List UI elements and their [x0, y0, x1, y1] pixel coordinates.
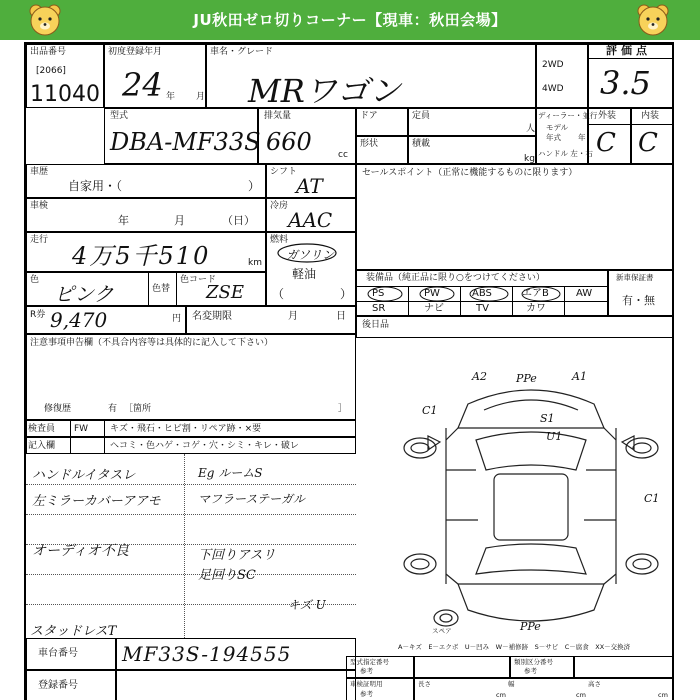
class-code-label: 類別区分番号	[514, 658, 553, 666]
lot-number: 11040	[30, 82, 100, 107]
type-approval-value-box	[414, 656, 510, 678]
color-value: ピンク	[54, 282, 114, 306]
displacement-label: 排気量	[264, 111, 292, 121]
recycle-label: R券	[30, 310, 46, 320]
chassis-value: MF33S-194555	[122, 642, 292, 666]
equip-pw: PW	[424, 288, 440, 299]
rating-label: 評価点	[606, 44, 651, 57]
dealer-line2: モデル	[546, 123, 569, 132]
history-paren: ）	[248, 179, 261, 193]
mark-u1: U1	[546, 430, 563, 443]
first-reg-label: 初度登録年月	[108, 47, 163, 57]
shift-label: シフト	[270, 167, 298, 177]
mileage-label: 走行	[30, 235, 49, 245]
displacement-unit: cc	[338, 150, 348, 160]
door-label: ドア	[360, 111, 378, 121]
first-reg-unit-month: 月	[196, 92, 206, 102]
inspection-year: 年	[118, 214, 129, 227]
name-value: MRワゴン	[248, 72, 401, 110]
ac-label: 冷房	[270, 201, 289, 211]
car-damage-diagram	[398, 370, 664, 630]
equip-sr: SR	[372, 303, 386, 314]
type-approval-label: 型式指定番号	[350, 658, 389, 666]
history-box	[26, 164, 266, 198]
cert-label: 車検証明用	[350, 680, 383, 688]
notes-label: 注意事項申告欄（不具合内容等は具体的に記入して下さい）	[30, 338, 274, 348]
remark-right-1: Eg ルームS	[198, 466, 263, 480]
class-code-sub: 参考	[524, 667, 537, 675]
load-label: 積載	[412, 139, 431, 149]
spare-label: スペア	[432, 627, 452, 635]
rear-items-box	[356, 316, 674, 338]
name-label: 車名・グレード	[210, 47, 274, 57]
first-reg-unit-year: 年	[166, 92, 176, 102]
repair-value: 有	[108, 404, 118, 414]
equip-ps: PS	[372, 288, 385, 299]
equipment-circles	[358, 286, 608, 302]
drive-box	[536, 44, 588, 108]
name-limit-month: 月	[288, 311, 298, 322]
sales-point-label: セールスポイント（正常に機能するものに限ります）	[362, 168, 578, 178]
type-approval-sub: 参考	[360, 667, 373, 675]
remark-right-3: 下回りアスリ	[198, 548, 276, 563]
cert-len: 長さ	[418, 680, 431, 688]
color-label: 色	[30, 275, 40, 285]
mark-c1-left: C1	[422, 404, 438, 417]
equip-navi: ナビ	[424, 303, 444, 314]
equipment-label: 装備品（純正品に限り○をつけてください）	[366, 273, 545, 283]
recorder-label: 記入欄	[28, 441, 56, 451]
rating-score: 3.5	[600, 64, 651, 102]
remark-right-5: キズ U	[288, 598, 326, 612]
capacity-unit: 人	[526, 124, 536, 134]
dealer-line3: 年式	[546, 133, 561, 142]
fuel-value: ガソリン	[286, 248, 335, 262]
remark-right-4: 足回りSC	[198, 568, 256, 583]
dealer-line1: ディーラー・並行	[538, 111, 598, 120]
recycle-value: 9,470	[50, 308, 108, 332]
equip-aw: AW	[576, 288, 593, 299]
fuel-alt: 軽油	[292, 267, 317, 281]
inspector-label: 検査員	[28, 424, 56, 434]
color-code: ZSE	[206, 282, 244, 303]
remark-left-4: スタッドレスT	[30, 624, 117, 639]
name-limit-day: 日	[336, 311, 346, 322]
cert-dims-box	[414, 678, 674, 700]
registration-value-box	[116, 670, 356, 700]
lot-sub: [2066]	[36, 66, 66, 76]
warranty-value: 有・無	[622, 294, 655, 307]
fuel-label: 燃料	[270, 235, 289, 245]
mark-c1-right: C1	[644, 492, 660, 505]
drive-4wd: 4WD	[542, 84, 564, 94]
mark-ppe-rear: PPe	[520, 620, 541, 633]
shift-value: AT	[296, 174, 323, 198]
mileage-unit: km	[248, 258, 262, 268]
history-value: 自家用・（	[68, 179, 123, 193]
int-grade: C	[638, 128, 658, 158]
mileage-value: 4万5千510	[72, 242, 211, 270]
auction-sheet	[24, 42, 674, 700]
equip-leather: カワ	[526, 303, 546, 314]
repair-label: 修復歴	[44, 404, 72, 414]
class-code-value-box	[574, 656, 674, 678]
ext-grade: C	[596, 128, 616, 158]
int-label: 内装	[641, 111, 660, 121]
dealer-handle: ハンドル 左・右	[538, 149, 593, 158]
remark-left-2: 左ミラーカバーアアモ	[32, 494, 161, 509]
repair-bracket: ［箇所	[124, 404, 152, 414]
model-label: 型式	[110, 111, 129, 121]
history-label: 車歴	[30, 167, 49, 177]
damage-legend: A－キズ E－エクボ U－凹み W－補修跡 S－サビ C－腐食 XX－交換済	[398, 643, 631, 651]
equip-tv: TV	[476, 303, 489, 314]
warranty-label: 新車保証書	[616, 273, 654, 282]
rear-items-label: 後日品	[362, 320, 390, 330]
mark-s1: S1	[540, 412, 555, 425]
capacity-label: 定員	[412, 111, 431, 121]
ext-label: 外装	[598, 111, 617, 121]
mark-ppe-front: PPe	[516, 372, 537, 385]
inspection-month: 月	[174, 214, 185, 227]
cert-unit-3: cm	[658, 691, 668, 699]
inspection-day: （日）	[222, 214, 255, 227]
drive-2wd: 2WD	[542, 60, 564, 70]
color-code-label: 色コード	[180, 275, 217, 285]
inspector-items: キズ・飛石・ヒビ割・リペア跡・×要	[110, 424, 262, 434]
first-reg-year: 24	[122, 66, 163, 104]
cert-unit-1: cm	[496, 691, 506, 699]
recycle-unit: 円	[172, 314, 182, 324]
cert-sub: 参考	[360, 690, 373, 698]
registration-label: 登録番号	[38, 680, 78, 691]
color-orig-label: 色替	[152, 284, 171, 294]
model-value: DBA-MF33S	[110, 128, 261, 156]
name-limit-label: 名変期限	[192, 311, 232, 322]
cert-unit-2: cm	[576, 691, 586, 699]
lot-label: 出品番号	[30, 47, 67, 57]
recorder-items: ヘコミ・色ハゲ・コゲ・穴・シミ・キレ・破レ	[110, 441, 299, 451]
cert-h: 高さ	[588, 680, 601, 688]
fuel-paren-open: （	[272, 287, 285, 301]
dealer-unit: 年	[578, 133, 586, 142]
inspector-fw: FW	[74, 424, 89, 434]
ac-value: AAC	[288, 208, 333, 232]
fuel-paren-close: ）	[340, 287, 353, 301]
sales-point-box	[356, 164, 674, 270]
inspection-label: 車検	[30, 201, 49, 211]
chassis-label: 車台番号	[38, 648, 78, 659]
remark-left-1: ハンドルイタスレ	[32, 468, 136, 483]
shape-label: 形状	[360, 139, 379, 149]
header-title: JU秋田ゼロ切りコーナー【現車：秋田会場】	[193, 11, 507, 29]
equip-airbag: エアB	[522, 288, 549, 299]
equip-abs: ABS	[472, 288, 492, 299]
repair-bracket-close: ］	[338, 404, 348, 414]
mark-a1: A1	[572, 370, 587, 383]
remark-left-3: オーディオ不良	[32, 543, 129, 559]
remark-right-2: マフラーステーガル	[198, 492, 305, 506]
cert-w: 幅	[508, 680, 515, 688]
mark-a2: A2	[472, 370, 487, 383]
displacement-value: 660	[266, 128, 312, 156]
load-unit: kg	[524, 154, 535, 164]
